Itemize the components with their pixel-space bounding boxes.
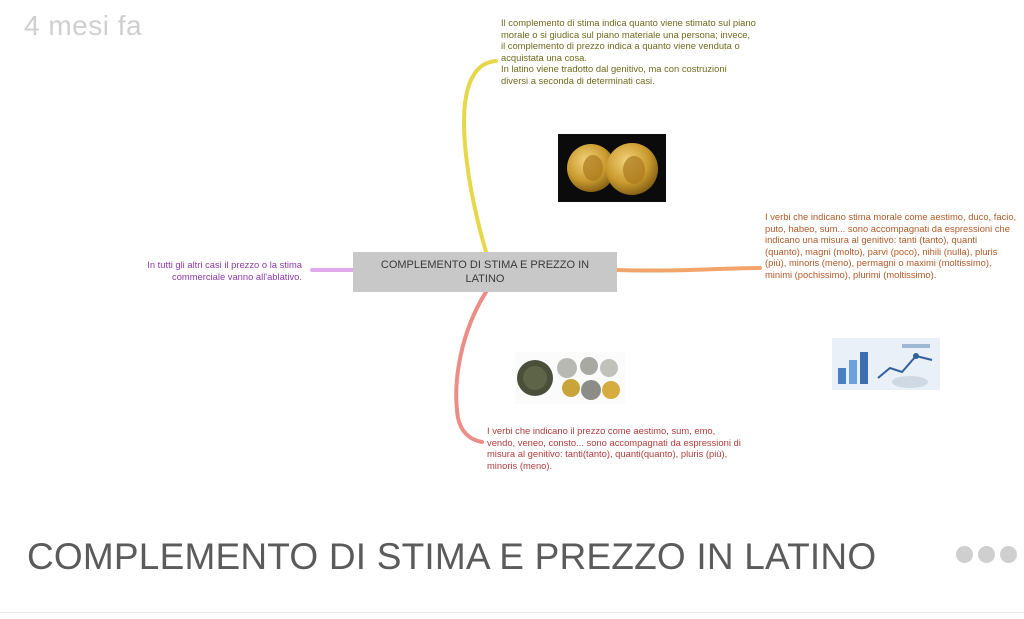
note-left[interactable]: In tutti gli altri casi il prezzo o la stima commerciale vanno all'ablativo. [147,259,302,282]
note-bottom[interactable]: I verbi che indicano il prezzo come aestimo, sum, emo, vendo, veneo, consto... sono accompagnati da espressioni di misura al genitivo: tanti(tanto), quanti(quanto), pluris (più), minoris (meno). [487,425,741,471]
more-dot-icon [978,546,995,563]
ancient-coins-image[interactable] [515,352,625,404]
note-right[interactable]: I verbi che indicano stima morale come aestimo, duco, facio, puto, habeo, sum... sono accompagnati da espressioni che indicano una misura al genitivo: tanti (tanto), quanti (quanto), magni (molto), parvi (poco), nihili (nulla), pluris (più), minoris (meno), permagni o maximi (moltissimo), minimi (pochissimo), plurimi (moltissimo). [765,211,1017,280]
analytics-chart-image[interactable] [832,338,940,390]
note-top-paragraph-1: Il complemento di stima indica quanto viene stimato sul piano morale o si giudica sul piano materiale una persona; invece, il complemento di prezzo indica a quanto viene venduta o acquistata una cosa. [501,17,756,63]
more-dot-icon [956,546,973,563]
footer-divider [0,612,1024,613]
map-title: COMPLEMENTO DI STIMA E PREZZO IN LATINO [27,536,877,577]
note-top-paragraph-2: In latino viene tradotto dal genitivo, ma con costruzioni diversi a seconda di determinati casi. [501,63,727,86]
more-options-button[interactable] [956,541,1024,567]
note-top[interactable] [501,17,756,87]
connector-top [464,61,496,252]
more-dot-icon [1000,546,1017,563]
gold-coins-image[interactable] [558,134,666,202]
timestamp: 4 mesi fa [24,10,143,41]
connector-bottom [456,292,486,442]
connector-right [617,268,760,271]
central-topic[interactable]: COMPLEMENTO DI STIMA E PREZZO IN LATINO [353,252,617,292]
